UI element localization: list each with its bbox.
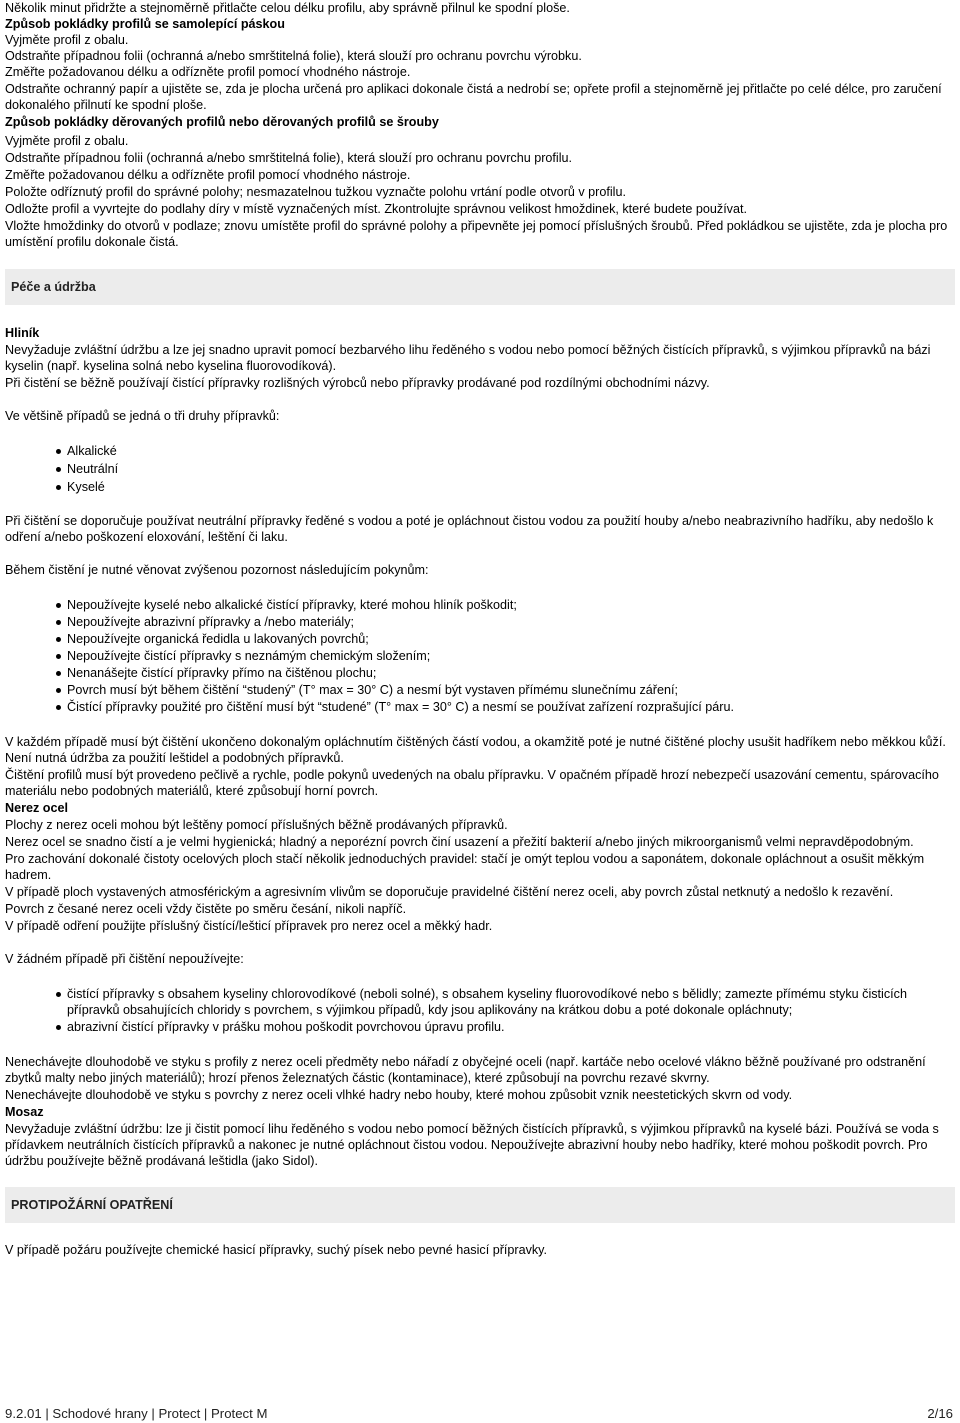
- bullet-icon: [56, 688, 61, 693]
- paragraph: Několik minut přidržte a stejnoměrně přitlačte celou délku profilu, aby správně přilnul ke spodní ploše.: [5, 1, 570, 15]
- cleaning-rules-list: [5, 597, 955, 715]
- installation-instructions: [5, 0, 955, 250]
- list-item: Nepoužívejte kyselé nebo alkalické čistící přípravky, které mohou hliník poškodit;: [67, 597, 955, 613]
- paragraph: V případě odření použijte příslušný čistící/lešticí přípravek pro nerez ocel a měkký hadr.: [5, 919, 493, 933]
- paragraph: Čištění profilů musí být provedeno pečlivě a rychle, podle pokynů uvedených na obalu přípravku. V opačném případě hrozí nebezpečí usazování cementu, spárovacího materiálu nebo podobných materiálů, které způsobují horní povrch.: [5, 768, 939, 798]
- list-item: Čistící přípravky použité pro čištění musí být “studené” (T° max = 30° C) a nesmí se používat zařízení rozprašující páru.: [67, 699, 955, 715]
- paragraph: Při čištění se doporučuje používat neutrální přípravky ředěné s vodou a poté je opláchnout čistou vodou za použití houby a/nebo neabrazivního hadříku, aby nedošlo k odření a/nebo poškození eloxování, leštění či laku.: [5, 514, 934, 544]
- bullet-icon: [56, 449, 61, 454]
- list-item: abrazivní čistící přípravky v prášku mohou poškodit povrchovou úpravu profilu.: [67, 1019, 955, 1035]
- care-section: [5, 325, 955, 1169]
- bullet-icon: [56, 467, 61, 472]
- list-item: čistící přípravky s obsahem kyseliny chlorovodíkové (neboli solné), s obsahem kyseliny fluorovodíkové nebo s bělidly; zamezte přímému styku čisticích přípravků obsahujících chloridy s povrchem, s výjimkou případů, kdy jsou aplikovány na krátkou dobu a poté dokonale opláchnuty;: [67, 986, 955, 1018]
- paragraph: V každém případě musí být čištění ukončeno dokonalým opláchnutím čištěných částí vodou, a okamžitě poté je nutné čištěné plochy usušit hadříkem nebo měkkou kůží. Není nutná údržba za použití leštidel a podobných přípravků.: [5, 735, 946, 765]
- paragraph: Při čistění se běžně používají čistící přípravky rozlišných výrobců nebo přípravky prodávané pod rozdílnými obchodními názvy.: [5, 376, 710, 390]
- footer-breadcrumb: 9.2.01 | Schodové hrany | Protect | Protect M: [5, 1406, 268, 1421]
- subheading-brass: Mosaz: [5, 1105, 44, 1119]
- forbidden-cleaners-list: [5, 986, 955, 1035]
- paragraph: Pro zachování dokonalé čistoty ocelových ploch stačí několik jednoduchých pravidel: stačí je omýt teplou vodou a saponátem, dokonale opláchnout a osušit měkkým hadrem.: [5, 852, 925, 882]
- list-item: Nepoužívejte abrazivní přípravky a /nebo materiály;: [67, 614, 955, 630]
- paragraph: Změřte požadovanou délku a odřízněte profil pomocí vhodného nástroje.: [5, 65, 411, 79]
- paragraph: V žádném případě při čištění nepoužívejte:: [5, 952, 244, 966]
- paragraph: V případě požáru používejte chemické hasicí přípravky, suchý písek nebo pevné hasicí přípravky.: [5, 1243, 548, 1257]
- paragraph: Vyjměte profil z obalu.: [5, 33, 129, 47]
- subheading-aluminium: Hliník: [5, 326, 40, 340]
- list-item: Alkalické: [67, 443, 955, 459]
- care-section-header: Péče a údržba: [5, 269, 955, 305]
- paragraph: Odstraňte ochranný papír a ujistěte se, zda je plocha určená pro aplikaci dokonale čistá a nedrobí se; opřete profil a stejnoměrně jej přitlačte po celé délce, pro zaručení dokonalého přilnutí ke spodní ploše.: [5, 82, 942, 112]
- paragraph: Nerez ocel se snadno čistí a je velmi hygienická; hladný a neporézní povrch činí usazení a přežití bakterií a/nebo jiných mikroorganismů velmi nepravděpodobným.: [5, 835, 914, 849]
- paragraph: Povrch z česané nerez oceli vždy čistěte po směru česání, nikoli napříč.: [5, 902, 407, 916]
- bullet-icon: [56, 485, 61, 490]
- page-footer: [5, 1406, 955, 1422]
- bullet-icon: [56, 705, 61, 710]
- paragraph: V případě ploch vystavených atmosférickým a agresivním vlivům se doporučuje pravidelné čištění nerez oceli, aby povrch zůstal netknutý a nedošlo k rezavění.: [5, 885, 894, 899]
- paragraph: Odstraňte případnou folii (ochranná a/nebo smrštitelná folie), která slouží pro ochranu povrchu profilu.: [5, 151, 573, 165]
- bullet-icon: [56, 1025, 61, 1030]
- list-item: Nepoužívejte organická ředidla u lakovaných povrchů;: [67, 631, 955, 647]
- cleaner-types-list: [5, 443, 955, 495]
- paragraph: Plochy z nerez oceli mohou být leštěny pomocí příslušných běžně prodávaných přípravků.: [5, 818, 508, 832]
- fire-section-header: PROTIPOŽÁRNÍ OPATŘENÍ: [5, 1187, 955, 1223]
- list-item: Nepoužívejte čistící přípravky s neznámým chemickým složením;: [67, 648, 955, 664]
- paragraph: Během čistění je nutné věnovat zvýšenou pozornost následujícím pokynům:: [5, 563, 429, 577]
- list-item: Nenanášejte čistící přípravky přímo na čištěnou plochu;: [67, 665, 955, 681]
- paragraph: Nenechávejte dlouhodobě ve styku s profily z nerez oceli předměty nebo nářadí z obyčejné oceli (např. kartáče nebo ocelové vlákno běžně používané pro odstranění zbytků malty nebo jiných materiálů); hrozí přenos železnatých částic (kontaminace), které způsobují na povrchu rezavé skvrny.: [5, 1055, 926, 1085]
- paragraph: Změřte požadovanou délku a odřízněte profil pomocí vhodného nástroje.: [5, 168, 411, 182]
- bullet-icon: [56, 637, 61, 642]
- paragraph: Odstraňte případnou folii (ochranná a/nebo smrštitelná folie), která slouží pro ochranu povrchu výrobku.: [5, 49, 582, 63]
- bullet-icon: [56, 603, 61, 608]
- paragraph: Nenechávejte dlouhodobě ve styku s povrchy z nerez oceli vlhké hadry nebo houby, které mohou způsobit vznik neestetických skvrn od vody.: [5, 1088, 793, 1102]
- bullet-icon: [56, 620, 61, 625]
- bullet-icon: [56, 671, 61, 676]
- page-number: 2/16: [927, 1406, 953, 1421]
- bullet-icon: [56, 992, 61, 997]
- paragraph: Nevyžaduje zvláštní údržbu: lze ji čistit pomocí lihu ředěného s vodou nebo pomocí běžných čistících přípravků, s výjimkou přípravků na kyselé bázi. Používá se voda s přídavkem neutrálních čistících přípravků a nakonec je nutné opláchnout čistou vodou. Nepoužívejte abrazivní houby nebo hadříky, které mohou poškodit povrch. Pro údržbu používejte běžně prodávaná leštidla (jako Sidol).: [5, 1122, 939, 1168]
- paragraph: Položte odříznutý profil do správné polohy; nesmazatelnou tužkou vyznačte polohu vrtání podle otvorů v profilu.: [5, 185, 626, 199]
- paragraph: Vložte hmoždinky do otvorů v podlaze; znovu umístěte profil do správné polohy a připevněte jej pomocí příslušných šroubů. Před pokládkou se ujistěte, zda je plocha pro umístění profilu dokonale čistá.: [5, 219, 948, 249]
- list-item: Neutrální: [67, 461, 955, 477]
- subheading: Způsob pokládky profilů se samolepící páskou: [5, 17, 285, 31]
- subheading-stainless-steel: Nerez ocel: [5, 801, 68, 815]
- list-item: Kyselé: [67, 479, 955, 495]
- document-page: [5, 0, 955, 1258]
- paragraph: Odložte profil a vyvrtejte do podlahy díry v místě vyznačených míst. Zkontrolujte správnou velikost hmoždinek, které budete používat.: [5, 202, 747, 216]
- paragraph: Ve většině případů se jedná o tři druhy přípravků:: [5, 409, 280, 423]
- paragraph: Vyjměte profil z obalu.: [5, 134, 129, 148]
- bullet-icon: [56, 654, 61, 659]
- list-item: Povrch musí být během čištění “studený” (T° max = 30° C) a nesmí být vystaven přímému slunečnímu záření;: [67, 682, 955, 698]
- subheading: Způsob pokládky děrovaných profilů nebo děrovaných profilů se šrouby: [5, 115, 439, 129]
- paragraph: Nevyžaduje zvláštní údržbu a lze jej snadno upravit pomocí bezbarvého lihu ředěného s vodou nebo pomocí běžných čistících přípravků, s výjimkou přípravků na bázi kyselin (např. kyselina solná nebo kyselina fluorovodíková).: [5, 343, 931, 373]
